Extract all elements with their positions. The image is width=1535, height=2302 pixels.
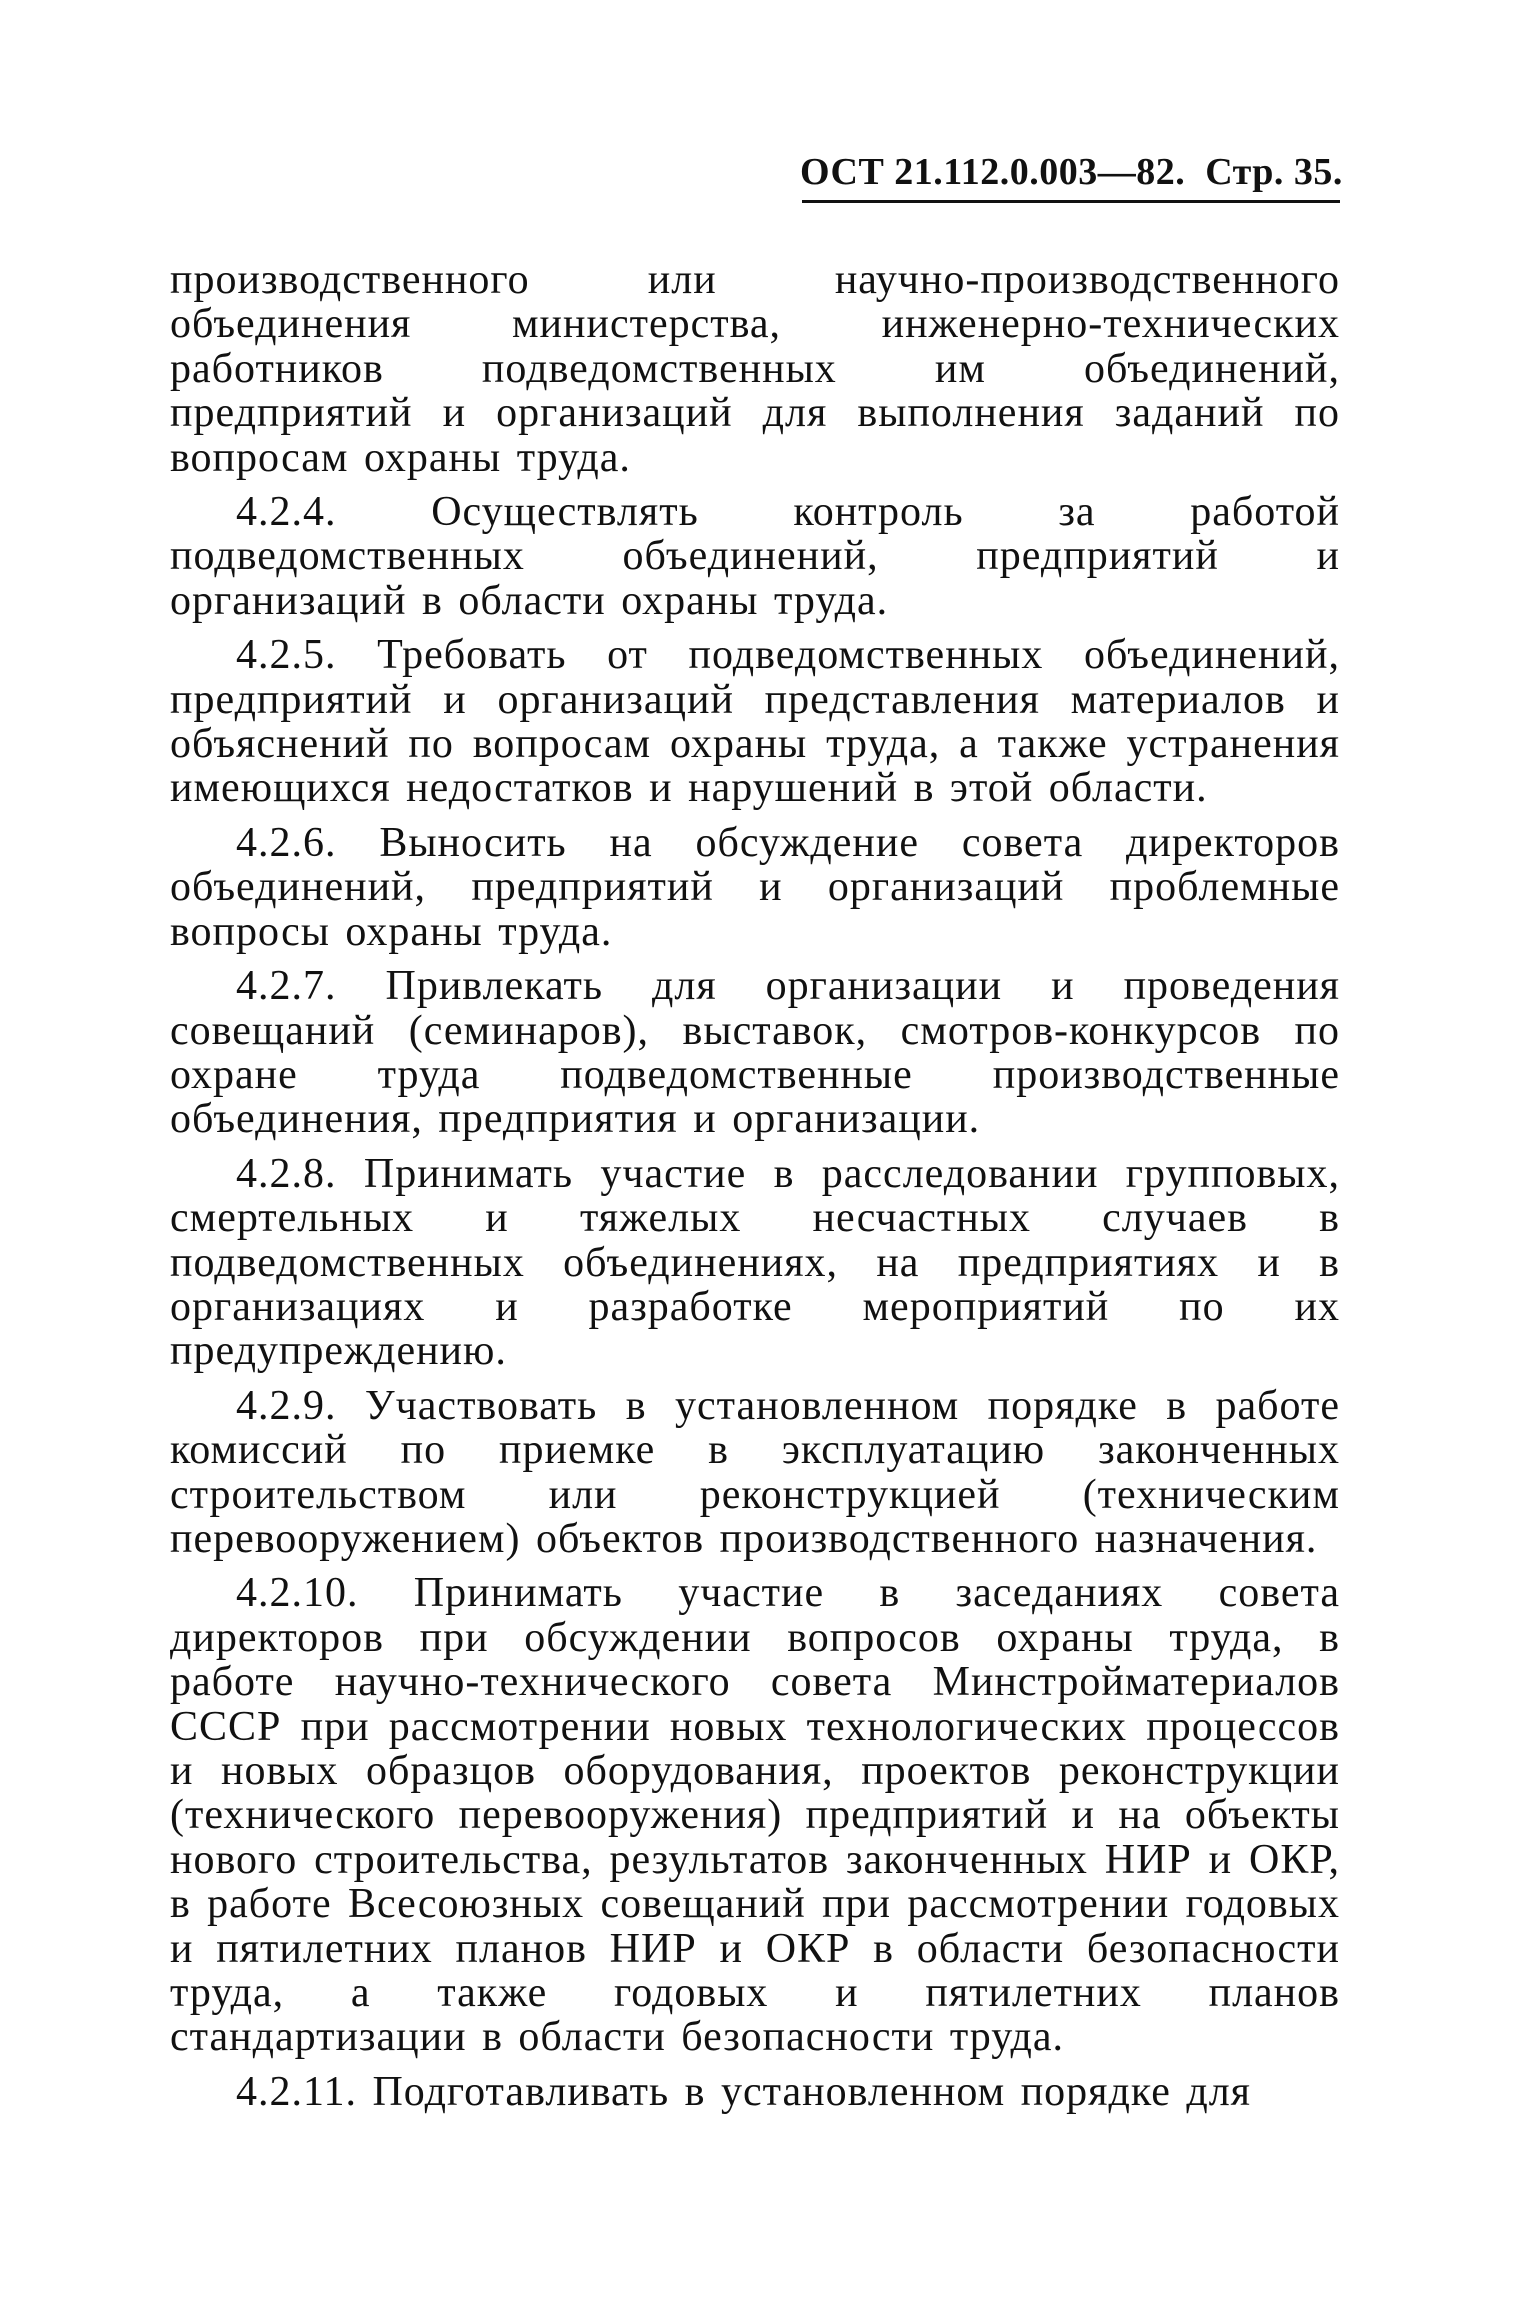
body-text bbox=[170, 258, 1340, 2114]
clause-4-2-11: 4.2.11. Подготавливать в установленном порядке для bbox=[236, 2068, 1251, 2115]
page-number: Стр. 35. bbox=[1205, 151, 1343, 193]
header-rule bbox=[802, 200, 1340, 203]
paragraph-continuation: производственного или научно-производственного объединения министерства, инженерно-технических работников подведомственных им объединений, предприятий и организаций для выполнения заданий по вопросам охраны труда. bbox=[170, 257, 1340, 481]
clause-4-2-7: 4.2.7. Привлекать для организации и проведения совещаний (семинаров), выставок, смотров-конкурсов по охране труда подведомственные производственные объединения, предприятия и организации. bbox=[170, 963, 1340, 1143]
running-header bbox=[800, 150, 1343, 194]
clause-4-2-5: 4.2.5. Требовать от подведомственных объединений, предприятий и организаций представления материалов и объяснений по вопросам охраны труда, а также устранения имеющихся недостатков и нарушений в этой области. bbox=[170, 632, 1340, 812]
clause-4-2-10: 4.2.10. Принимать участие в заседаниях совета директоров при обсуждении вопросов охраны труда, в работе научно-технического совета Минстройматериалов СССР при рассмотрении новых технологических процессов и новых образцов оборудования, проектов реконструкции (технического перевооружения) предприятий и на объекты нового строительства, результатов законченных НИР и ОКР, в работе Всесоюзных совещаний при рассмотрении годовых и пятилетних планов НИР и ОКР в области безопасности труда, а также годовых и пятилетних планов стандартизации в области безопасности труда. bbox=[170, 1570, 1340, 2061]
clause-4-2-8: 4.2.8. Принимать участие в расследовании групповых, смертельных и тяжелых несчастных случаев в подведомственных объединениях, на предприятиях и в организациях и разработке мероприятий по их предупреждению. bbox=[170, 1150, 1340, 1375]
clause-4-2-4: 4.2.4. Осуществлять контроль за работой подведомственных объединений, предприятий и организаций в области охраны труда. bbox=[170, 489, 1340, 624]
clause-4-2-9: 4.2.9. Участвовать в установленном порядке в работе комиссий по приемке в эксплуатацию законченных строительством или реконструкцией (техническим перевооружением) объектов производственного назначения. bbox=[170, 1382, 1340, 1562]
clause-4-2-6: 4.2.6. Выносить на обсуждение совета директоров объединений, предприятий и организаций проблемные вопросы охраны труда. bbox=[170, 819, 1340, 955]
document-code: ОСТ 21.112.0.003—82. bbox=[800, 151, 1186, 193]
